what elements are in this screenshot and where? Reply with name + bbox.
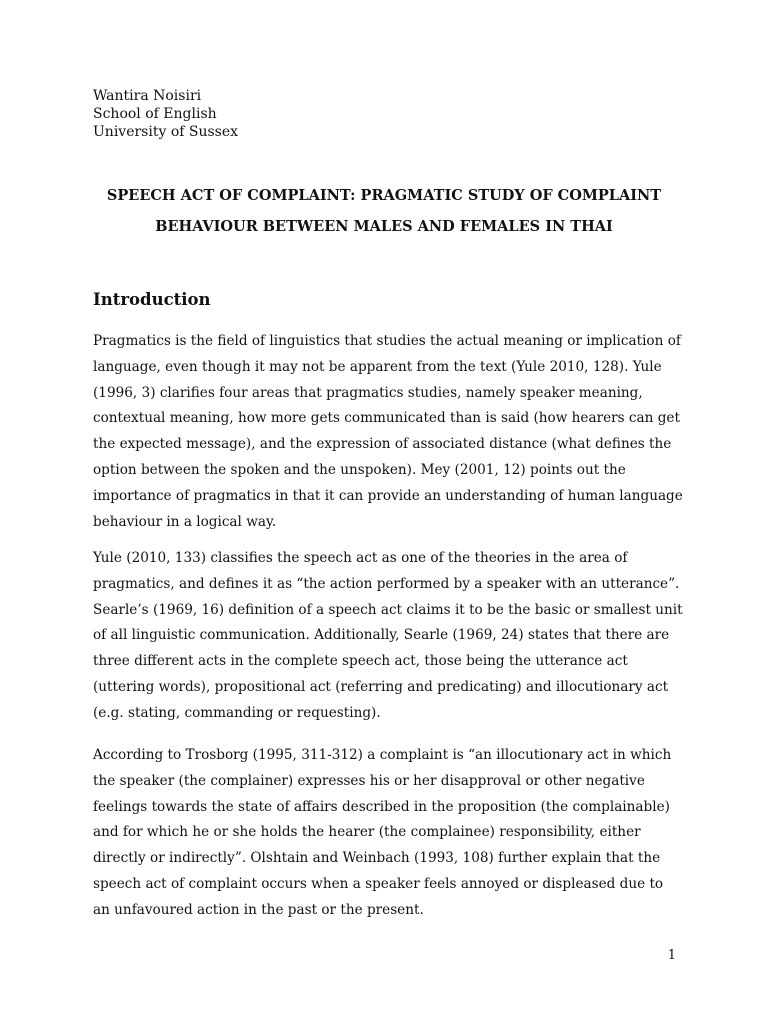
paper-title-line-2: BEHAVIOUR BETWEEN MALES AND FEMALES IN THAI [155,218,613,235]
section-heading: Introduction [93,290,211,309]
paper-title [60,180,708,242]
page-number: 1 [667,948,676,963]
author-university: University of Sussex [93,124,239,140]
paper-title-line-1: SPEECH ACT OF COMPLAINT: PRAGMATIC STUDY OF COMPLAINT [106,187,662,204]
author-block [93,87,693,141]
paragraph-2: Yule (2010, 133) classifies the speech act as one of the theories in the area of pragmatics, and defines it as “the action performed by a speaker with an utterance”. Searle’s (1969, 16) definition of a speech act claims it to be the basic or smallest unit of all linguistic communication. Additionally, Searle (1969, 24) states that there are three different acts in the complete speech act, those being the utterance act (uttering words), propositional act (referring and predicating) and illocutionary act (e.g. stating, commanding or requesting). [93,550,683,721]
paragraph-1: Pragmatics is the field of linguistics that studies the actual meaning or implication of language, even though it may not be apparent from the text (Yule 2010, 128). Yule (1996, 3) clarifies four areas that pragmatics studies, namely speaker meaning, contextual meaning, how more gets communicated than is said (how hearers can get the expected message), and the expression of associated distance (what defines the option between the spoken and the unspoken). Mey (2001, 12) points out the importance of pragmatics in that it can provide an understanding of human language behaviour in a logical way. [93,333,683,530]
author-name: Wantira Noisiri [93,88,202,104]
author-school: School of English [93,106,217,122]
paragraph-3: According to Trosborg (1995, 311-312) a complaint is “an illocutionary act in which the speaker (the complainer) expresses his or her disapproval or other negative feelings towards the state of affairs described in the proposition (the complainable) and for which he or she holds the hearer (the complainee) responsibility, either directly or indirectly”. Olshtain and Weinbach (1993, 108) further explain that the speech act of complaint occurs when a speaker feels annoyed or displeased due to an unfavoured action in the past or the present. [93,747,672,918]
